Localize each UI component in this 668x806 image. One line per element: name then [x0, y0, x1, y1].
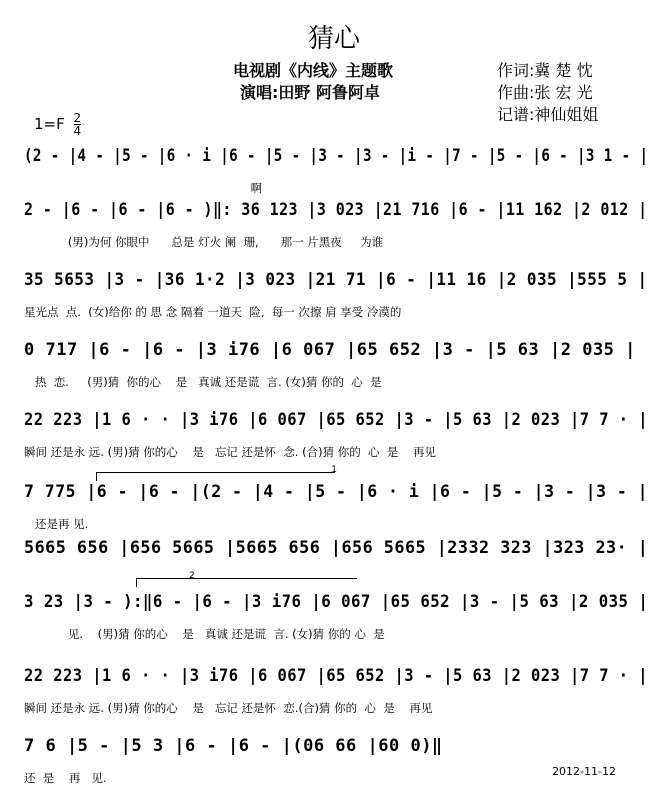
lyrics-line-4: 热 恋. (男)猜 你的心 是 真诚 还是谎 言. (女)猜 你的 心 是 — [24, 375, 382, 389]
notation-line-5 — [24, 410, 650, 459]
lyrics-line-6: 还是再 见. — [24, 517, 89, 531]
volta-1-label: 1 — [331, 465, 337, 475]
notes-line-5: 22 223 |1 6 · · |3 i76 |6 067 |65 652 |3 - |5 63 |2 023 |7 7 · | — [24, 410, 649, 430]
notation-line-6 — [24, 482, 650, 531]
volta-2-label: 2 — [189, 571, 195, 581]
lyrics-line-3: 星光点 点. (女)给你 的 思 念 隔着 一道天 险, 每一 次擦 肩 享受 冷漠的 — [24, 305, 402, 319]
transcription-date: 2012-11-12 — [552, 765, 616, 778]
lyrics-line-1: 啊 — [24, 181, 263, 195]
composer: 作曲:张 宏 光 — [497, 83, 593, 102]
notes-line-2: 2 - |6 - |6 - |6 - )‖: 36 123 |3 023 |21 716 |6 - |11 162 |2 012 | — [24, 200, 648, 220]
notation-line-4 — [24, 340, 650, 389]
notation-line-1 — [24, 146, 650, 195]
lyrics-line-8: 见. (男)猜 你的心 是 真诚 还是谎 言. (女)猜 你的 心 是 — [24, 627, 385, 641]
subtitle: 电视剧《内线》主题歌 — [233, 61, 394, 80]
notation-line-2 — [24, 200, 650, 249]
time-top: 2 — [73, 111, 82, 125]
lyrics-line-5: 瞬间 还是永 远. (男)猜 你的心 是 忘记 还是怀 念. (合)猜 你的 心 是 再见 — [24, 445, 436, 459]
lyricist: 作词:冀 楚 忱 — [497, 61, 593, 80]
notes-line-7: 5665 656 |656 5665 |5665 656 |656 5665 |2332 323 |323 23· | — [24, 538, 649, 558]
notes-line-4: 0 717 |6 - |6 - |3 i76 |6 067 |65 652 |3 - |5 63 |2 035 | — [24, 340, 636, 360]
key-signature — [34, 112, 81, 137]
notes-line-10: 7 6 |5 - |5 3 |6 - |6 - |(06 66 |60 0)‖ — [24, 736, 443, 756]
lyrics-line-2: (男)为何 你眼中 总是 灯火 阑 珊, 那一 片黑夜 为谁 — [24, 235, 384, 249]
time-signature — [74, 112, 82, 137]
notes-line-9: 22 223 |1 6 · · |3 i76 |6 067 |65 652 |3 - |5 63 |2 023 |7 7 · | — [24, 666, 649, 686]
notes-line-6: 7 775 |6 - |6 - |(2 - |4 - |5 - |6 · i |6 - |5 - |3 - |3 - | — [24, 482, 649, 502]
notes-line-8: 3 23 |3 - ):‖6 - |6 - |3 i76 |6 067 |65 652 |3 - |5 63 |2 035 | — [24, 592, 649, 612]
notes-line-3: 35 5653 |3 - |36 1·2 |3 023 |21 71 |6 - |11 16 |2 035 |555 5 | — [24, 270, 648, 290]
volta-1-bracket — [96, 465, 337, 481]
song-title: 猜心 — [307, 24, 360, 54]
lyrics-line-10: 还 是 再 见. — [24, 771, 107, 785]
volta-2-bracket — [136, 571, 357, 587]
notation-line-7 — [24, 538, 650, 578]
singers: 演唱:田野 阿鲁阿卓 — [240, 83, 380, 102]
lyrics-line-9: 瞬间 还是永 远. (男)猜 你的心 是 忘记 还是怀 恋.(合)猜 你的 心 是 再见 — [24, 701, 433, 715]
key-text: 1=F — [34, 115, 65, 133]
notation-line-9 — [24, 666, 650, 715]
transcriber: 记谱:神仙姐姐 — [497, 105, 599, 124]
notation-line-3 — [24, 270, 650, 319]
notes-line-1: (2 - |4 - |5 - |6 · i |6 - |5 - |3 - |3 - |i - |7 - |5 - |6 - |3 1 - | — [24, 146, 649, 166]
notation-line-8 — [24, 592, 650, 641]
time-bottom: 4 — [73, 124, 82, 138]
